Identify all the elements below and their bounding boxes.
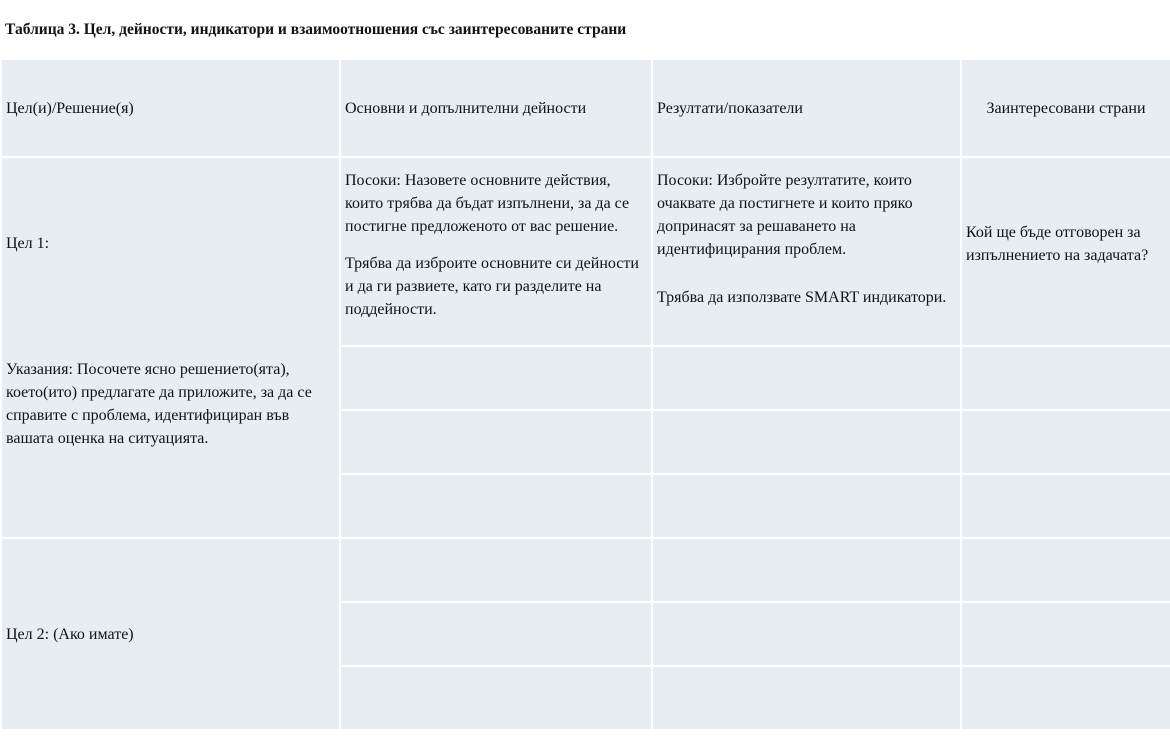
empty-cell (652, 602, 961, 666)
empty-cell (961, 538, 1170, 602)
header-activities: Основни и допълнителни дейности (340, 59, 652, 157)
table-row (1, 538, 1170, 602)
table-caption: Таблица 3. Цел, дейности, индикатори и взаимоотношения със заинтересованите страни (5, 21, 627, 38)
goal2-cell: Цел 2: (Ако имате) (1, 538, 340, 730)
empty-cell (340, 346, 652, 410)
empty-cell (652, 666, 961, 730)
goal1-activities-instruction: Трябва да изброите основните си дейности и да ги развиете, като ги разделите на поддейности. (345, 255, 639, 318)
header-goal: Цел(и)/Решение(я) (1, 59, 340, 157)
goals-table (0, 58, 1170, 731)
empty-cell (340, 666, 652, 730)
empty-cell (340, 602, 652, 666)
empty-cell (961, 602, 1170, 666)
table-header-row (1, 59, 1170, 157)
goal1-activities-cell (340, 157, 652, 346)
goal1-hint: Указания: Посочете ясно решението(ята), което(ито) предлагате да приложите, за да се справите с проблема, идентифициран във вашата оценка на ситуацията. (6, 361, 312, 447)
empty-cell (961, 666, 1170, 730)
goal1-results-directions: Посоки: Избройте резултатите, които очаквате да постигнете и които пряко допринасят за решаването на идентифицирания проблем. (657, 172, 913, 258)
empty-cell (340, 474, 652, 538)
empty-cell (652, 346, 961, 410)
goal1-results-cell (652, 157, 961, 346)
empty-cell (652, 538, 961, 602)
goal1-activities-directions: Посоки: Назовете основните действия, които трябва да бъдат изпълнени, за да се постигне предложеното от вас решение. (345, 172, 630, 235)
empty-cell (961, 410, 1170, 474)
goal1-stakeholders-cell: Кой ще бъде отговорен за изпълнението на задачата? (961, 157, 1170, 346)
goal1-cell (1, 157, 340, 538)
goal1-label: Цел 1: (6, 235, 50, 252)
empty-cell (340, 410, 652, 474)
empty-cell (652, 410, 961, 474)
table-row (1, 157, 1170, 346)
empty-cell (340, 538, 652, 602)
goal1-results-smart: Трябва да използвате SMART индикатори. (657, 289, 947, 306)
empty-cell (652, 474, 961, 538)
empty-cell (961, 346, 1170, 410)
empty-cell (961, 474, 1170, 538)
header-results: Резултати/показатели (652, 59, 961, 157)
header-stakeholders: Заинтересовани страни (961, 59, 1170, 157)
